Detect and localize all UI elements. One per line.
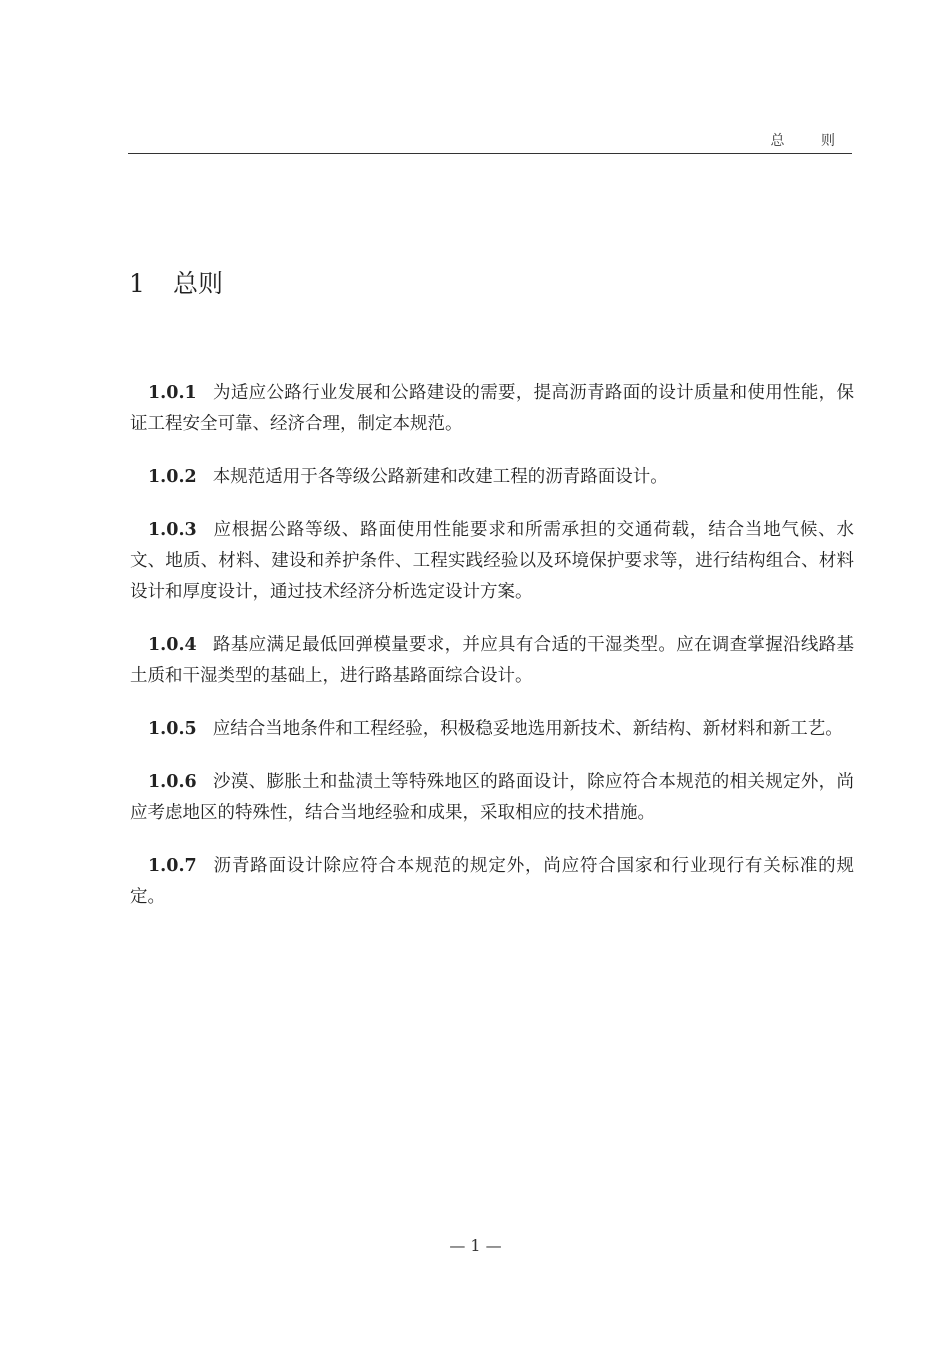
page-number: — 1 — [449,1236,502,1255]
chapter-title [129,264,223,300]
clause-text: 应根据公路等级、路面使用性能要求和所需承担的交通荷载，结合当地气候、水文、地质、材料、建设和养护条件、工程实践经验以及环境保护要求等，进行结构组合、材料设计和厚度设计，通过技术经济分析选定设计方案。 [130,520,854,602]
clause-number: 1.0.2 [148,467,197,487]
clause-text: 沥青路面设计除应符合本规范的规定外，尚应符合国家和行业现行有关标准的规定。 [130,856,854,907]
chapter-heading: 总则 [173,269,224,298]
chapter-number: 1 [129,269,145,298]
clause-list [130,378,854,935]
clause-text: 为适应公路行业发展和公路建设的需要，提高沥青路面的设计质量和使用性能，保证工程安全可靠、经济合理，制定本规范。 [130,383,854,434]
clause-number: 1.0.1 [148,383,197,403]
header-rule [128,153,852,154]
clause-text: 路基应满足最低回弹模量要求，并应具有合适的干湿类型。应在调查掌握沿线路基土质和干湿类型的基础上，进行路基路面综合设计。 [130,635,854,686]
clause-1-0-3 [130,515,854,608]
clause-text: 应结合当地条件和工程经验，积极稳妥地选用新技术、新结构、新材料和新工艺。 [212,719,843,739]
clause-1-0-5 [130,714,854,745]
clause-1-0-7 [130,851,854,913]
clause-text: 沙漠、膨胀土和盐渍土等特殊地区的路面设计，除应符合本规范的相关规定外，尚应考虑地区的特殊性，结合当地经验和成果，采取相应的技术措施。 [130,772,854,823]
clause-1-0-1 [130,378,854,440]
clause-1-0-2 [130,462,854,493]
clause-number: 1.0.4 [148,635,197,655]
clause-number: 1.0.3 [148,520,197,540]
running-header: 总 则 [770,133,851,149]
clause-text: 本规范适用于各等级公路新建和改建工程的沥青路面设计。 [212,467,668,487]
clause-number: 1.0.7 [148,856,197,876]
clause-number: 1.0.6 [148,772,197,792]
clause-number: 1.0.5 [148,719,197,739]
clause-1-0-6 [130,767,854,829]
clause-1-0-4 [130,630,854,692]
